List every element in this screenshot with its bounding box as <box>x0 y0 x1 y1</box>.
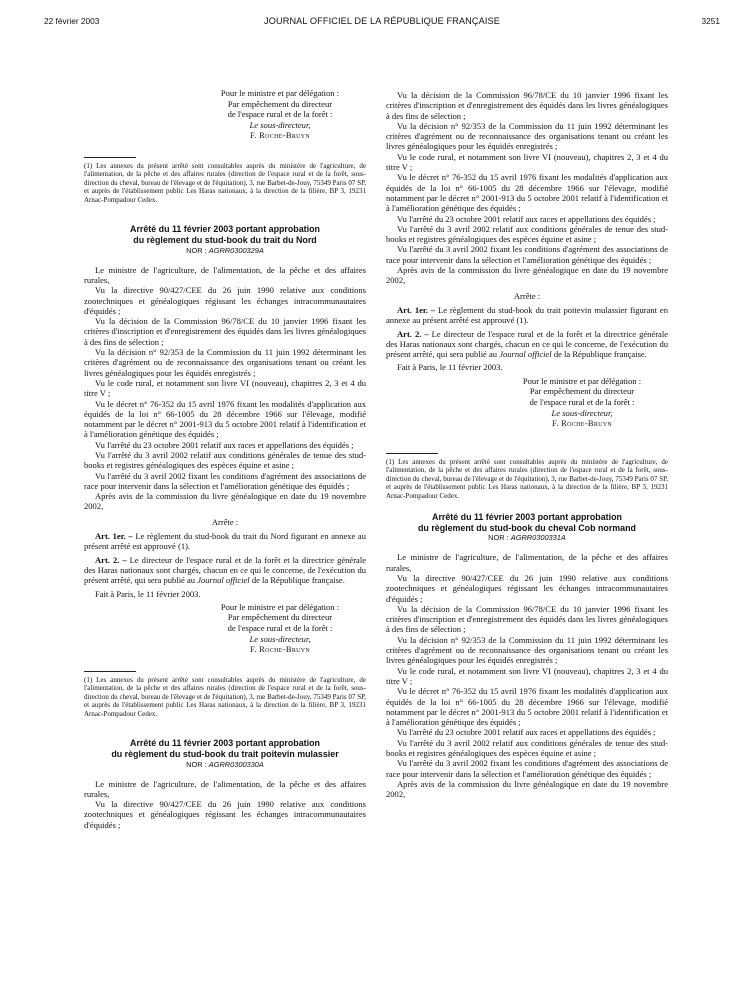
vu-decret: Vu le décret n° 76-352 du 15 avril 1976 fixant les modalités d'application aux équidés de la loi n° 66-1005 du 28 décembre 1966 sur l'élevage, modifié notamment par le décret n° 2001-913 du 5 octobre 2001 relatif à l'identification et à l'amélioration génétique des équidés ; <box>84 398 366 440</box>
header-page-number: 3251 <box>701 16 720 26</box>
right-column <box>386 90 668 990</box>
vu-arrete-2002-a: Vu l'arrêté du 3 avril 2002 relatif aux conditions générales de tenue des stud-books et registres généalogiques des espèces équine et asine ; <box>84 450 366 471</box>
signature-block-3: Pour le ministre et par délégation : Par empêchement du directeur de l'espace rural et de la forêt : Le sous-directeur, F. Roche-Bruyn <box>522 375 642 429</box>
signature-block-1: Pour le ministre et par délégation : Par empêchement du directeur de l'espace rural et de la forêt : Le sous-directeur, F. Roche-Bruyn <box>220 88 340 141</box>
signature-block-2: Pour le ministre et par délégation : Par empêchement du directeur de l'espace rural et de la forêt : Le sous-directeur, F. Roche-Bruyn <box>220 601 340 655</box>
vu-code-rural: Vu le code rural, et notamment son livre VI (nouveau), chapitres 2, 3 et 4 du titre V ; <box>386 151 668 173</box>
minister-line: Le ministre de l'agriculture, de l'alimentation, de la pêche et des affaires rurales, <box>386 552 668 573</box>
article-1-nord: Art. 1er. – Le règlement du stud-book du trait du Nord figurant en annexe au présent arrêté est approuvé (1). <box>84 531 366 552</box>
nor-nord: NOR : AGRR0300329A <box>186 245 264 255</box>
vu-arrete-2002-a: Vu l'arrêté du 3 avril 2002 relatif aux conditions générales de tenue des stud-books et registres généalogiques des espèces équine et asine ; <box>386 737 668 759</box>
vu-directive: Vu la directive 90/427/CEE du 26 juin 1990 relative aux conditions zootechniques et généalogiques régissant les échanges intracommunautaires d'équidés ; <box>386 572 668 604</box>
arrete-heading: Arrête : <box>513 290 541 301</box>
vu-arrete-2002-b: Vu l'arrêté du 3 avril 2002 fixant les conditions d'agrément des associations de race pour intervenir dans la sélection et l'amélioration génétique des équidés ; <box>386 244 668 265</box>
apres-avis: Après avis de la commission du livre généalogique en date du 19 novembre 2002, <box>84 491 366 512</box>
footnote-rule <box>386 453 438 454</box>
nor-poitevin: NOR : AGRR0300330A <box>186 759 264 769</box>
article-1-poitevin: Art. 1er. – Le règlement du stud-book du trait poitevin mulassier figurant en annexe au présent arrêté est approuvé (1). <box>386 304 668 326</box>
vu-directive: Vu la directive 90/427/CEE du 26 juin 1990 relative aux conditions zootechniques et généalogiques régissant les échanges intracommunautaires d'équidés ; <box>84 799 366 830</box>
footnote-3: (1) Les annexes du présent arrêté sont consultables auprès du ministère de l'agriculture, de l'alimentation, de la pêche et des affaires rurales (direction de l'espace rural et de la forêt, sous-direction du cheval, bureau de l'élevage et de l'équitation), 3, rue Barbet-de-Jouy, 75349 Paris 07 SP, et auprès de l'établissement public Les Haras nationaux, à la direction de la filière, BP 3, 19231 Arnac-Pompadour Cedex. <box>386 457 668 500</box>
vu-arrete-2002-b: Vu l'arrêté du 3 avril 2002 fixant les conditions d'agrément des associations de race pour intervenir dans la sélection et l'amélioration génétique des équidés ; <box>84 470 366 491</box>
minister-line: Le ministre de l'agriculture, de l'alimentation, de la pêche et des affaires rurales, <box>84 264 366 285</box>
vu-arrete-2001: Vu l'arrêté du 23 octobre 2001 relatif aux races et appellations des équidés ; <box>397 213 656 224</box>
vu-code-rural: Vu le code rural, et notamment son livre VI (nouveau), chapitres 2, 3 et 4 du titre V ; <box>386 665 668 686</box>
arrete-heading: Arrête : <box>211 516 239 527</box>
page-header <box>44 14 720 28</box>
fait-a-paris: Fait à Paris, le 11 février 2003. <box>397 362 503 373</box>
apres-avis: Après avis de la commission du livre généalogique en date du 19 novembre 2002, <box>386 265 668 286</box>
footnote-1: (1) Les annexes du présent arrêté sont consultables auprès du ministère de l'agriculture, de l'alimentation, de la pêche et des affaires rurales (direction de l'espace rural et de la forêt, sous-direction du cheval, bureau de l'élevage et de l'équitation), 3, rue Barbet-de-Jouy, 75349 Paris 07 SP, et auprès de l'établissement public Les Haras nationaux, à la direction de la filière, BP 3, 19231 Arnac-Pompadour Cedex. <box>84 161 366 204</box>
vu-decision-96: Vu la décision de la Commission 96/78/CE du 10 janvier 1996 fixant les critères d'inscription et d'enregistrement des équidés dans les livres généalogiques à des fins de sélection ; <box>386 90 668 121</box>
vu-decision-92: Vu la décision n° 92/353 de la Commission du 11 juin 1992 déterminant les critères d'agrément ou de reconnaissance des organisations tenant ou créant les livres généalogiques pour les équidés enregistrés ; <box>386 120 668 152</box>
vu-arrete-2001: Vu l'arrêté du 23 octobre 2001 relatif aux races et appellations des équidés ; <box>95 439 354 450</box>
footnote-2: (1) Les annexes du présent arrêté sont consultables auprès du ministère de l'agriculture, de l'alimentation, de la pêche et des affaires rurales (direction de l'espace rural et de la forêt, sous-direction du cheval, bureau de l'élevage et de l'équitation), 3, rue Barbet-de-Jouy, 75349 Paris 07 SP, et auprès de l'établissement public Les Haras nationaux, à la direction de la filière, BP 3, 19231 Arnac-Pompadour Cedex. <box>84 675 366 718</box>
vu-arrete-2002-b: Vu l'arrêté du 3 avril 2002 fixant les conditions d'agrément des associations de race pour intervenir dans la sélection et l'amélioration génétique des équidés ; <box>386 758 668 779</box>
decree-title-poitevin: Arrêté du 11 février 2003 portant approbation du règlement du stud-book du trait poitevin mulassier <box>111 738 339 759</box>
vu-decision-92: Vu la décision n° 92/353 de la Commission du 11 juin 1992 déterminant les critères d'agrément ou de reconnaissance des organisations tenant ou créant les livres généalogiques pour les équidés enregistrés ; <box>84 347 366 378</box>
vu-decret: Vu le décret n° 76-352 du 15 avril 1976 fixant les modalités d'application aux équidés de la loi n° 66-1005 du 28 décembre 1966 sur l'élevage, modifié notamment par le décret n° 2001-913 du 5 octobre 2001 relatif à l'identification et à l'amélioration génétique des équidés ; <box>386 172 668 214</box>
article-2-nord: Art. 2. – Le directeur de l'espace rural et de la forêt et la directrice générale des Haras nationaux sont chargés, chacun en ce qui le concerne, de l'exécution du présent arrêté, qui sera publié au Journal officiel de la République française. <box>84 554 366 586</box>
decree-title-nord: Arrêté du 11 février 2003 portant approbation du règlement du stud-book du trait du Nord <box>130 224 320 246</box>
footnote-rule <box>84 671 136 672</box>
footnote-rule <box>84 157 136 158</box>
vu-decision-92: Vu la décision n° 92/353 de la Commission du 11 juin 1992 déterminant les critères d'agrément ou de reconnaissance des organisations tenant ou créant les livres généalogiques pour les équidés enregistrés ; <box>386 634 668 666</box>
vu-code-rural: Vu le code rural, et notamment son livre VI (nouveau), chapitres 2, 3 et 4 du titre V ; <box>84 377 366 399</box>
header-journal-title: JOURNAL OFFICIEL DE LA RÉPUBLIQUE FRANÇAISE <box>264 16 500 26</box>
header-date: 22 février 2003 <box>44 16 100 26</box>
nor-cob: NOR : AGRR0300331A <box>488 533 566 543</box>
vu-arrete-2001: Vu l'arrêté du 23 octobre 2001 relatif aux races et appellations des équidés ; <box>397 727 656 738</box>
article-2-poitevin: Art. 2. – Le directeur de l'espace rural et de la forêt et la directrice générale des Haras nationaux sont chargés, chacun en ce qui le concerne, de l'exécution du présent arrêté, qui sera publié au Journal officiel de la République française. <box>386 328 668 360</box>
minister-line: Le ministre de l'agriculture, de l'alimentation, de la pêche et des affaires rurales, <box>84 778 366 799</box>
decree-title-cob: Arrêté du 11 février 2003 portant approbation du règlement du stud-book du cheval Cob normand <box>418 512 636 533</box>
vu-arrete-2002-a: Vu l'arrêté du 3 avril 2002 relatif aux conditions générales de tenue des stud-books et registres généalogiques des espèces équine et asine ; <box>386 223 668 245</box>
fait-a-paris: Fait à Paris, le 11 février 2003. <box>95 588 201 599</box>
vu-decret: Vu le décret n° 76-352 du 15 avril 1976 fixant les modalités d'application aux équidés de la loi n° 66-1005 du 28 décembre 1966 sur l'élevage, modifié notamment par le décret n° 2001-913 du 5 octobre 2001 relatif à l'identification et à l'amélioration génétique des équidés ; <box>386 686 668 728</box>
apres-avis: Après avis de la commission du livre généalogique en date du 19 novembre 2002, <box>386 778 668 800</box>
vu-directive: Vu la directive 90/427/CEE du 26 juin 1990 relative aux conditions zootechniques et généalogiques régissant les échanges intracommunautaires d'équidés ; <box>84 285 366 316</box>
vu-decision-96: Vu la décision de la Commission 96/78/CE du 10 janvier 1996 fixant les critères d'inscription et d'enregistrement des équidés dans les livres généalogiques à des fins de sélection ; <box>386 603 668 635</box>
left-column <box>84 88 366 988</box>
vu-decision-96: Vu la décision de la Commission 96/78/CE du 10 janvier 1996 fixant les critères d'inscription et d'enregistrement des équidés dans les livres généalogiques à des fins de sélection ; <box>84 316 366 347</box>
